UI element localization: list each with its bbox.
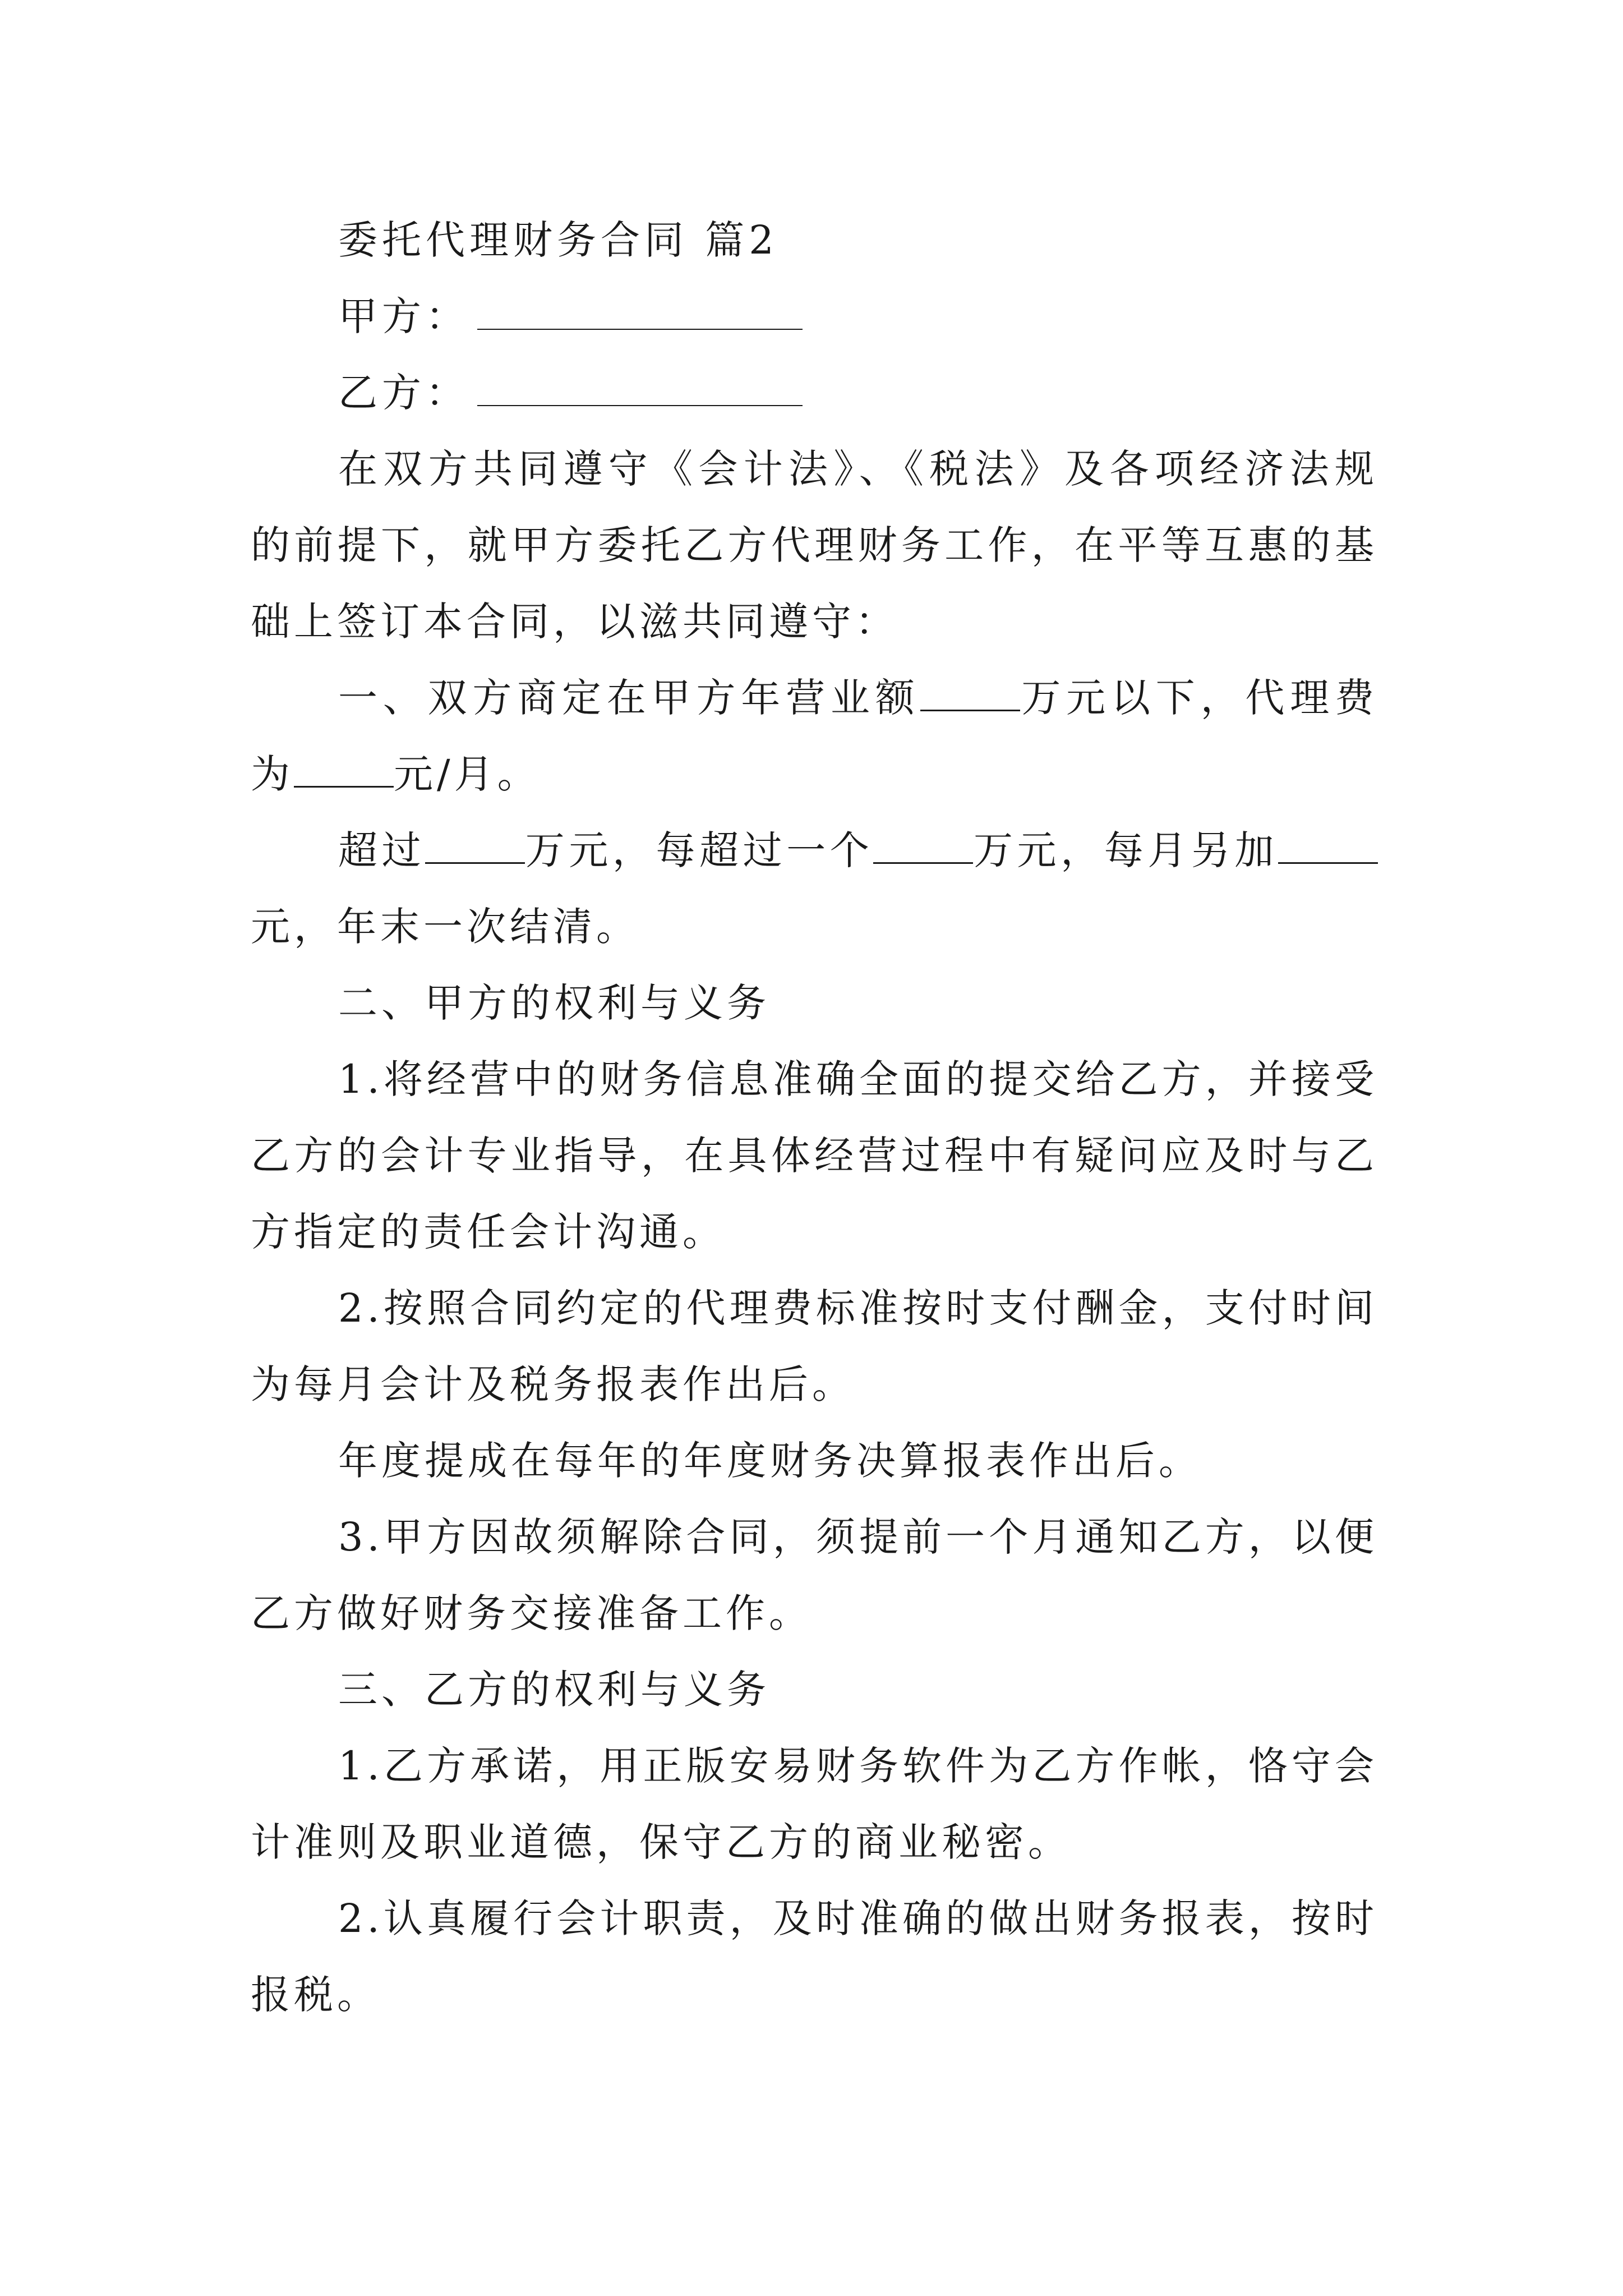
section-3-item-2: 2.认真履行会计职责，及时准确的做出财务报表，按时报税。: [251, 1895, 1378, 2018]
party-a-label: 甲方：: [338, 293, 469, 339]
section-2-item-3: 3.甲方因故须解除合同，须提前一个月通知乙方，以便乙方做好财务交接准备工作。: [251, 1514, 1378, 1636]
monthly-fee-blank[interactable]: [294, 751, 394, 788]
section-2-heading: 二、甲方的权利与义务: [338, 980, 770, 1026]
clause-1b-text-4: 元，年末一次结清。: [251, 904, 639, 950]
section-2-item-2: 2.按照合同约定的代理费标准按时支付酬金，支付时间为每月会计及税务报表作出后。: [251, 1285, 1378, 1407]
preamble-paragraph: 在双方共同遵守《会计法》、《税法》及各项经济法规的前提下，就甲方委托乙方代理财务工作，在平等互惠的基础上签订本合同，以滋共同遵守：: [251, 446, 1378, 645]
party-b-blank[interactable]: [477, 370, 803, 406]
party-a-blank[interactable]: [477, 294, 803, 330]
section-3-item-1: 1.乙方承诺，用正版安易财务软件为乙方作帐，恪守会计准则及职业道德，保守乙方的商业秘密。: [251, 1743, 1378, 1865]
section-2-item-2b: 年度提成在每年的年度财务决算报表作出后。: [338, 1438, 1202, 1484]
party-a-line: [251, 278, 1378, 355]
excess-amount-blank[interactable]: [425, 827, 525, 864]
clause-1-text-2: 万元以下，代理费为: [251, 675, 1378, 797]
document-body: [251, 202, 1378, 2033]
clause-1-text-1: 一、双方商定在甲方年营业额: [338, 675, 920, 721]
clause-1-paragraph: [251, 660, 1378, 812]
annual-revenue-blank[interactable]: [920, 675, 1020, 711]
party-b-line: [251, 355, 1378, 431]
clause-1b-paragraph: [251, 812, 1378, 965]
increment-amount-blank[interactable]: [873, 827, 973, 864]
clause-1b-text-3: 万元，每月另加: [973, 827, 1279, 873]
clause-1-text-3: 元/月。: [394, 751, 541, 797]
additional-fee-blank[interactable]: [1278, 827, 1378, 864]
clause-1b-text-1: 超过: [338, 827, 426, 873]
document-title: 委托代理财务合同 篇2: [338, 217, 778, 263]
party-b-label: 乙方：: [338, 370, 469, 416]
section-3-heading: 三、乙方的权利与义务: [338, 1667, 770, 1713]
clause-1b-text-2: 万元，每超过一个: [525, 827, 874, 873]
section-2-item-1: 1.将经营中的财务信息准确全面的提交给乙方，并接受乙方的会计专业指导，在具体经营过程中有疑问应及时与乙方指定的责任会计沟通。: [251, 1056, 1378, 1255]
